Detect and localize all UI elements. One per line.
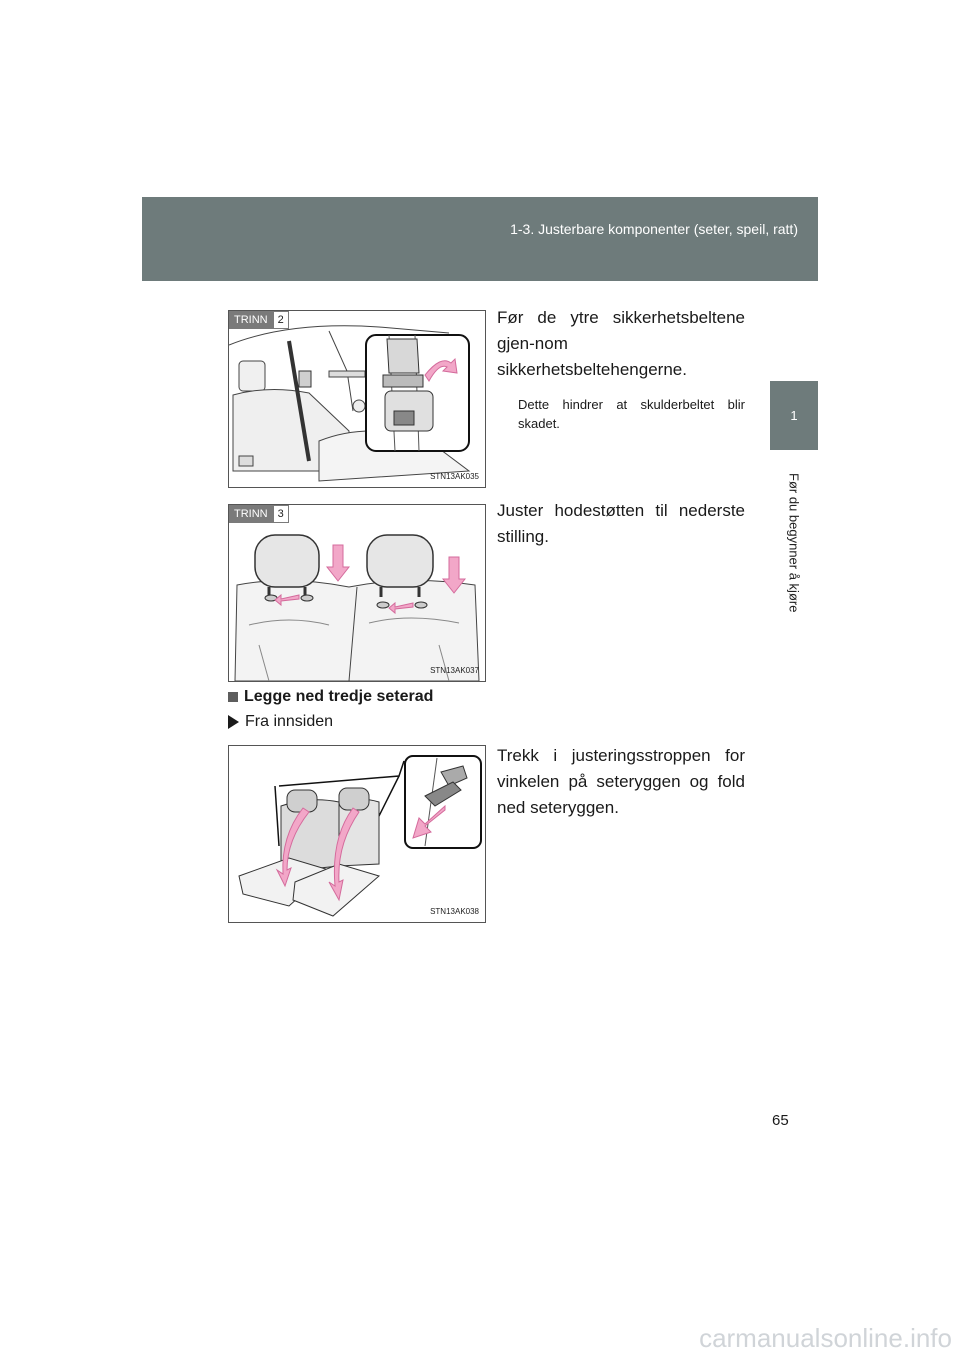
figure-code: STN13AK035 <box>430 472 479 481</box>
step2-note: Dette hindrer at skulderbeltet blir skadet. <box>518 397 745 431</box>
section-heading <box>228 688 433 706</box>
chapter-side-label-text: Før du begynner å kjøre <box>786 473 802 613</box>
step-badge <box>229 311 289 329</box>
chapter-header <box>142 197 818 281</box>
figure-headrest-lower <box>228 504 486 682</box>
step3-instruction: Juster hodestøtten til nederste stilling. <box>497 501 745 546</box>
seatbelt-hanger-illustration <box>229 311 485 487</box>
page-number: 65 <box>772 1112 789 1129</box>
step-badge-number: 3 <box>273 505 289 523</box>
watermark-text: carmanualsonline.info <box>699 1322 952 1353</box>
figure-code: STN13AK037 <box>430 666 479 675</box>
step-badge-label: TRINN <box>229 311 273 329</box>
step2-instruction: Før de ytre sikkerhetsbeltene gjen-nom sikkerhetsbeltehengerne. <box>497 308 745 379</box>
figure-seatbelt-hanger <box>228 310 486 488</box>
section-title: Legge ned tredje seterad <box>244 688 434 705</box>
fold-seatback-illustration <box>229 746 485 922</box>
fold-text-block <box>497 743 745 821</box>
step-badge-label: TRINN <box>229 505 273 523</box>
step2-text-block <box>497 305 745 433</box>
chapter-title: 1-3. Justerbare komponenter (seter, speil, ratt) <box>510 221 798 237</box>
step3-text-block <box>497 498 745 550</box>
step-badge <box>229 505 289 523</box>
subsection-heading <box>228 713 333 731</box>
subsection-title: Fra innsiden <box>245 713 334 730</box>
square-bullet-icon <box>228 692 238 702</box>
fold-instruction: Trekk i justeringsstroppen for vinkelen på seteryggen og fold ned seteryggen. <box>497 746 745 817</box>
watermark-footer <box>0 1318 960 1358</box>
triangle-bullet-icon <box>228 715 239 729</box>
figure-code: STN13AK038 <box>430 907 479 916</box>
chapter-number-tab: 1 <box>770 381 818 450</box>
headrest-illustration <box>229 505 485 681</box>
chapter-side-label <box>770 458 818 628</box>
figure-fold-seatback <box>228 745 486 923</box>
step-badge-number: 2 <box>273 311 289 329</box>
